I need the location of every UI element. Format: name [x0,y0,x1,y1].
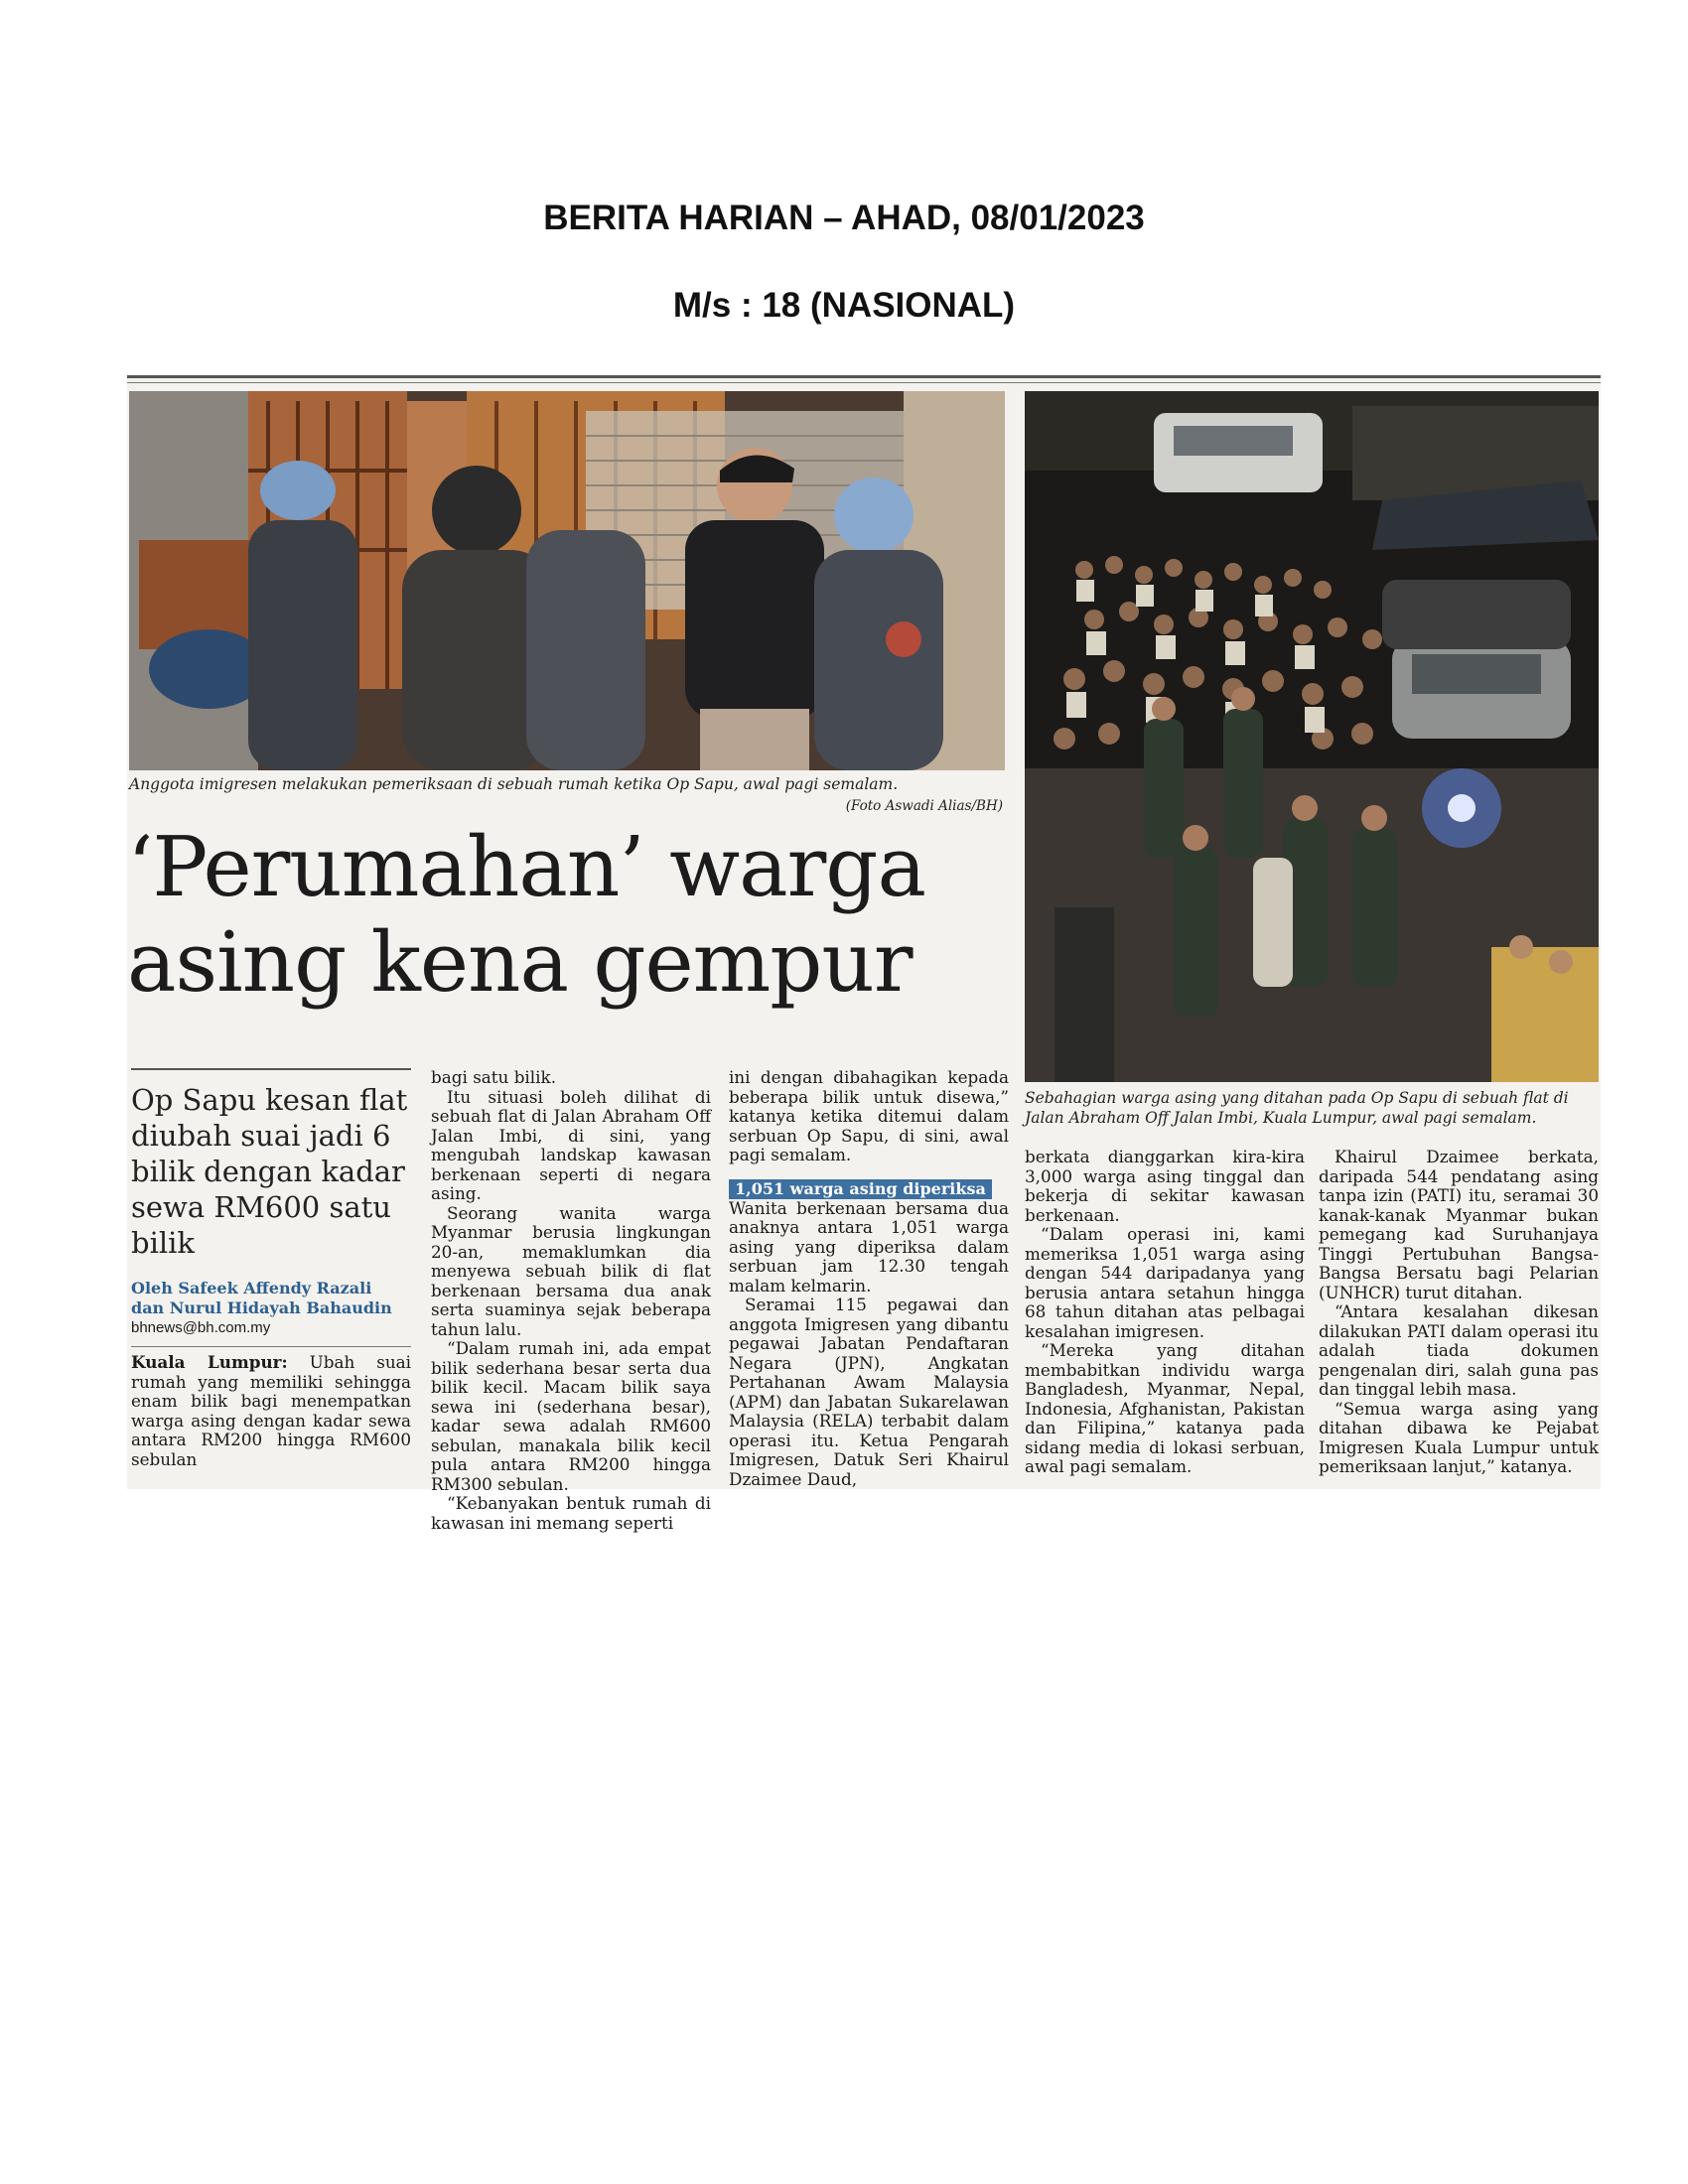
photo-detained-crowd-image [1025,391,1599,1082]
photo1-caption: Anggota imigresen melakukan pemeriksaan di sebuah rumah ketika Op Sapu, awal pagi semalam. [129,775,899,793]
clipping-page-section: M/s : 18 (NASIONAL) [672,286,1016,325]
byline-line-1: Oleh Safeek Affendy Razali [131,1279,372,1297]
photo1-credit: (Foto Aswadi Alias/BH) [845,798,1003,814]
paragraph: “Antara kesalahan dikesan dilakukan PATI dalam operasi itu adalah tiada dokumen pengenalan diri, salah guna pas dan tinggal lebih masa. [1319,1301,1599,1399]
photo-officers-inspection-image [129,391,1005,770]
top-rule-thin [127,382,1601,383]
article-column-1 [131,1068,411,1469]
article-dateline: Kuala Lumpur: [131,1352,288,1372]
paragraph: berkata dianggarkan kira-kira 3,000 warga asing tinggal dan bekerja di sekitar kawasan berkenaan. [1025,1147,1305,1225]
byline-line-2: dan Nurul Hidayah Bahaudin [131,1298,392,1317]
paragraph: Itu situasi boleh dilihat di sebuah flat di Jalan Abraham Off Jalan Imbi, di sini, yang mengubah landskap kawasan berkenaan seperti di negara asing. [431,1086,711,1203]
paragraph: “Semua warga asing yang ditahan dibawa ke Pejabat Imigresen Kuala Lumpur untuk pemeriksaan lanjut,” katanya. [1319,1398,1599,1476]
paragraph: Wanita berkenaan bersama dua anaknya antara 1,051 warga asing yang diperiksa dalam serbuan jam 12.30 tengah malam kelmarin. [729,1197,1009,1296]
paragraph: “Kebanyakan bentuk rumah di kawasan ini memang seperti [431,1493,711,1533]
photo-detained-crowd [1025,391,1599,1082]
paragraph: Khairul Dzaimee berkata, daripada 544 pendatang asing tanpa izin (PATI) itu, seramai 30 kanak-kanak Myanmar bukan pemegang kad Suruhanjaya Tinggi Pertubuhan Bangsa-Bangsa Bersatu bagi Pelarian (UNHCR) turut ditahan. [1319,1147,1599,1302]
article-deck: Op Sapu kesan flat diubah suai jadi 6 bilik dengan kadar sewa RM600 satu bilik [131,1083,408,1260]
headline-line-2: asing kena gempur [127,914,913,1011]
article-column-5 [1319,1148,1599,1477]
clipping-source-header: BERITA HARIAN – AHAD, 08/01/2023 [543,199,1145,237]
paragraph: Seramai 115 pegawai dan anggota Imigresen yang dibantu pegawai Jabatan Pendaftaran Negara (JPN), Angkatan Pertahanan Awam Malaysia (APM) dan Jabatan Sukarelawan Malaysia (RELA) terbabit dalam operasi itu. Ketua Pengarah Imigresen, Datuk Seri Khairul Dzaimee Daud, [729,1295,1009,1489]
paragraph: Seorang wanita warga Myanmar berusia lingkungan 20-an, memaklumkan dia menyewa sebuah bilik di flat berkenaan bersama dua anak serta suaminya sejak beberapa tahun lalu. [431,1202,711,1339]
paragraph: ini dengan dibahagikan kepada beberapa bilik untuk disewa,” katanya ketika ditemui dalam serbuan Op Sapu, di sini, awal pagi semalam. [729,1067,1009,1164]
byline-email: bhnews@bh.com.my [131,1319,271,1336]
article-column-3 [729,1068,1009,1489]
photo-officers-inspection [129,391,1005,770]
byline-rule [131,1346,411,1347]
headline-line-1: ‘Perumahan’ warga [127,819,925,915]
article-lead [131,1353,411,1469]
newspaper-clipping [127,375,1601,1533]
article-column-4 [1025,1148,1305,1477]
article-subhead: 1,051 warga asing diperiksa [729,1179,992,1199]
paragraph: “Dalam operasi ini, kami memeriksa 1,051 warga asing dengan 544 daripadanya yang berusia antara setahun hingga 68 tahun ditahan atas pelbagai kesalahan imigresen. [1025,1224,1305,1341]
headline [127,820,1021,1011]
top-rule [127,375,1601,378]
paragraph: “Mereka yang ditahan membabitkan individu warga Bangladesh, Myanmar, Nepal, Indonesia, Afghanistan, Pakistan dan Filipina,” katanya pada sidang media di lokasi serbuan, awal pagi semalam. [1025,1340,1305,1476]
deck-rule [131,1068,411,1070]
article-column-2 [431,1068,711,1533]
article-lead-text: Ubah suai rumah yang memiliki sehingga enam bilik bagi menempatkan warga asing dengan kadar sewa antara RM200 hingga RM600 sebulan [131,1352,412,1469]
photo2-caption: Sebahagian warga asing yang ditahan pada Op Sapu di sebuah flat di Jalan Abraham Off Jalan Imbi, Kuala Lumpur, awal pagi semalam. [1025,1089,1569,1127]
paragraph: bagi satu bilik. [431,1067,557,1087]
paragraph: “Dalam rumah ini, ada empat bilik sederhana besar serta dua bilik kecil. Macam bilik saya sewa ini (sederhana besar), kadar sewa adalah RM600 sebulan, manakala bilik kecil pula antara RM200 hingga RM300 sebulan. [431,1338,711,1494]
